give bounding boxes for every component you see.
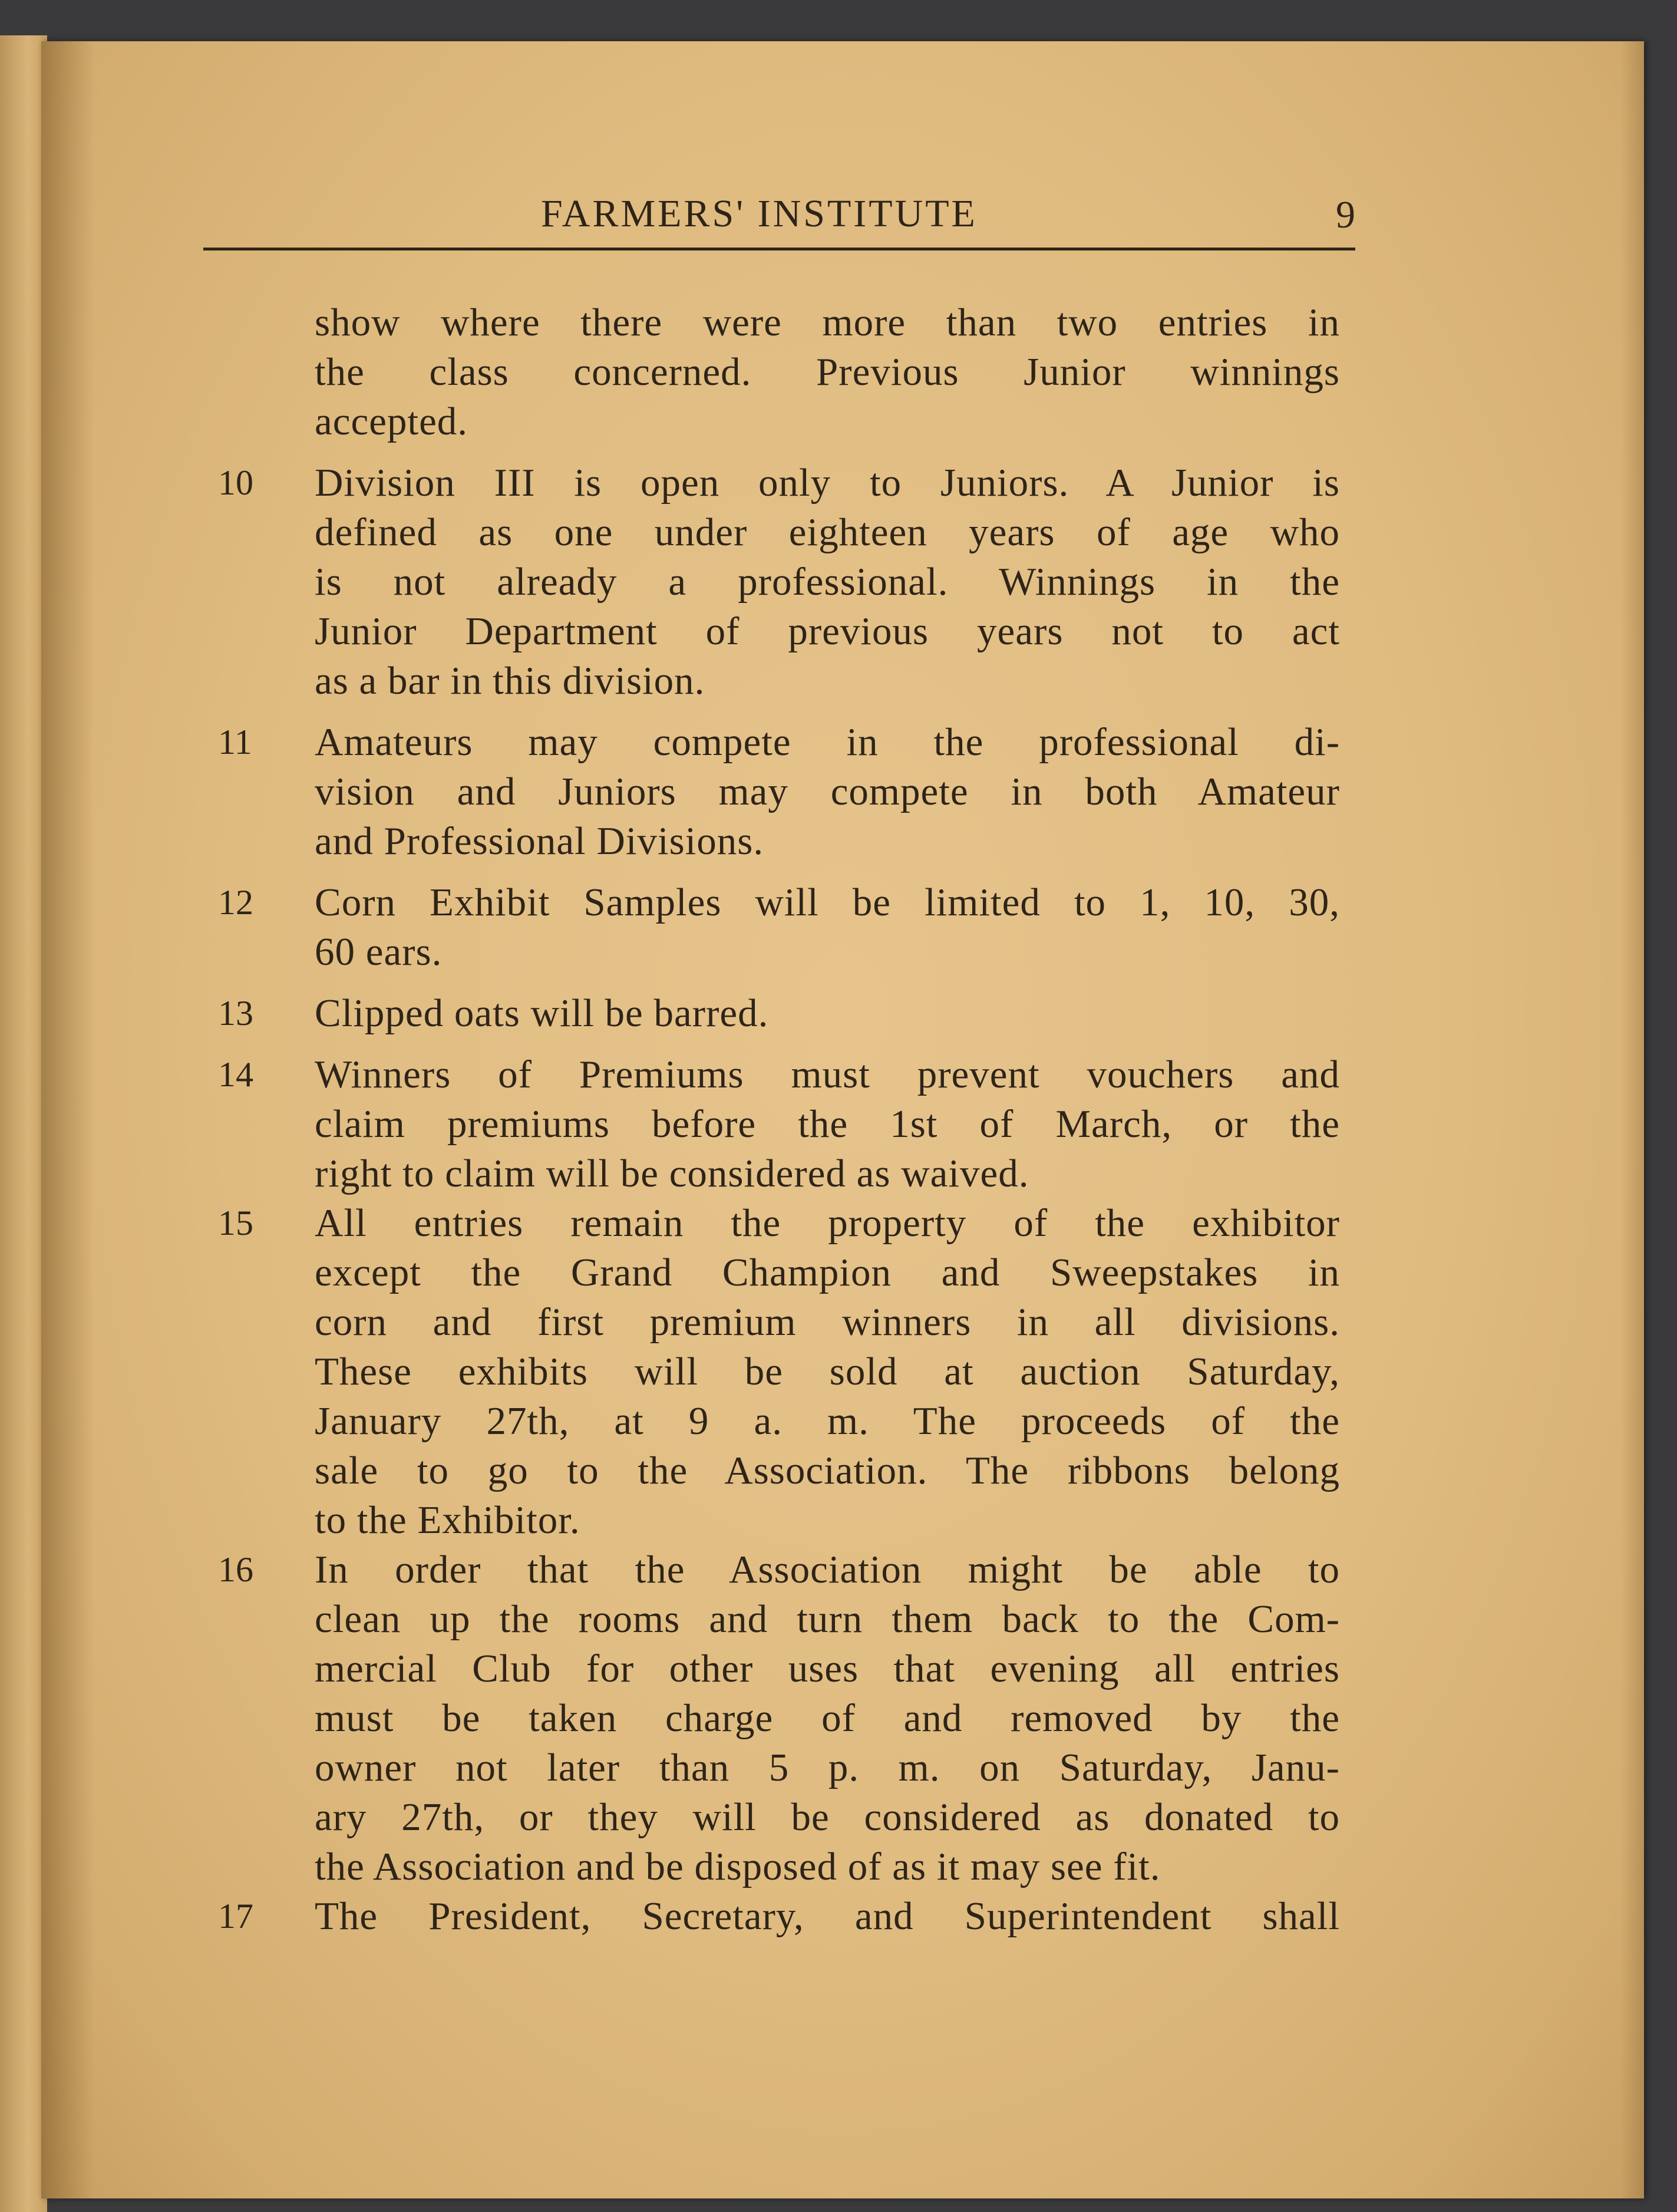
running-head xyxy=(203,192,1355,239)
text-line: accepted. xyxy=(315,400,468,443)
rule-number: 14 xyxy=(218,1055,253,1094)
text-line: must be taken charge of and removed by the xyxy=(315,1696,1340,1740)
rule-item-16 xyxy=(218,1545,1361,1891)
text-line: show where there were more than two entries in xyxy=(315,301,1340,344)
running-head-title: FARMERS' INSTITUTE xyxy=(541,192,978,235)
rule-text xyxy=(315,1198,1340,1545)
text-line: Winners of Premiums must prevent vouchers and xyxy=(315,1053,1340,1096)
rule-item-13 xyxy=(218,988,1361,1038)
text-line: ary 27th, or they will be considered as donated to xyxy=(315,1795,1340,1839)
text-line: vision and Juniors may compete in both Amateur xyxy=(315,770,1340,813)
rule-number: 15 xyxy=(218,1204,253,1242)
rule-number: 16 xyxy=(218,1550,253,1589)
rule-number: 12 xyxy=(218,883,253,922)
text-line: defined as one under eighteen years of age who xyxy=(315,510,1340,554)
page-number: 9 xyxy=(1336,193,1355,236)
binding-gutter-shadow xyxy=(41,41,94,2198)
text-line: as a bar in this division. xyxy=(315,659,705,703)
rule-text xyxy=(315,1891,1340,1941)
text-line: All entries remain the property of the exhibitor xyxy=(315,1201,1340,1245)
rule-number: 13 xyxy=(218,994,253,1033)
text-line: owner not later than 5 p. m. on Saturday, Janu- xyxy=(315,1746,1340,1789)
rule-item-10 xyxy=(218,458,1361,706)
paragraph-text xyxy=(315,298,1340,446)
text-line: sale to go to the Association. The ribbons belong xyxy=(315,1449,1340,1492)
text-line: Junior Department of previous years not to act xyxy=(315,609,1340,653)
text-line: to the Exhibitor. xyxy=(315,1498,580,1542)
text-line: Division III is open only to Juniors. A Junior is xyxy=(315,461,1340,505)
text-line: the class concerned. Previous Junior winnings xyxy=(315,350,1340,394)
text-line: is not already a professional. Winnings in the xyxy=(315,560,1340,604)
text-line: In order that the Association might be able to xyxy=(315,1548,1340,1591)
text-line: except the Grand Champion and Sweepstakes in xyxy=(315,1251,1340,1294)
rule-text xyxy=(315,988,1340,1038)
previous-page-edge xyxy=(0,35,47,2212)
text-line: January 27th, at 9 a. m. The proceeds of the xyxy=(315,1399,1340,1443)
rule-number: 17 xyxy=(218,1897,253,1936)
text-line: Amateurs may compete in the professional di- xyxy=(315,720,1340,764)
header-rule xyxy=(203,248,1355,250)
rule-text xyxy=(315,458,1340,706)
rule-item-14 xyxy=(218,1050,1361,1198)
rule-text xyxy=(315,717,1340,866)
text-line: 60 ears. xyxy=(315,930,443,974)
rule-item-17 xyxy=(218,1891,1361,1941)
text-line: mercial Club for other uses that evening all entries xyxy=(315,1647,1340,1690)
text-line: right to claim will be considered as waived. xyxy=(315,1152,1029,1195)
text-line: The President, Secretary, and Superintendent shall xyxy=(315,1894,1340,1938)
rule-text xyxy=(315,1050,1340,1198)
rule-item-15 xyxy=(218,1198,1361,1545)
rule-text xyxy=(315,878,1340,977)
page-edge-shadow xyxy=(1620,41,1644,2198)
text-line: the Association and be disposed of as it may see fit. xyxy=(315,1845,1161,1888)
rule-item-12 xyxy=(218,878,1361,977)
text-line: claim premiums before the 1st of March, or the xyxy=(315,1102,1340,1146)
text-line: Corn Exhibit Samples will be limited to 1, 10, 30, xyxy=(315,881,1340,924)
rule-text xyxy=(315,1545,1340,1891)
text-line: corn and first premium winners in all divisions. xyxy=(315,1300,1340,1344)
rule-item-11 xyxy=(218,717,1361,866)
rules-text-body xyxy=(218,298,1361,1941)
text-line: Clipped oats will be barred. xyxy=(315,991,769,1035)
text-line: These exhibits will be sold at auction Saturday, xyxy=(315,1350,1340,1393)
continued-paragraph xyxy=(218,298,1361,446)
text-line: clean up the rooms and turn them back to the Com- xyxy=(315,1597,1340,1641)
rule-number: 11 xyxy=(218,723,252,761)
rule-number: 10 xyxy=(218,463,253,502)
text-line: and Professional Divisions. xyxy=(315,819,764,863)
